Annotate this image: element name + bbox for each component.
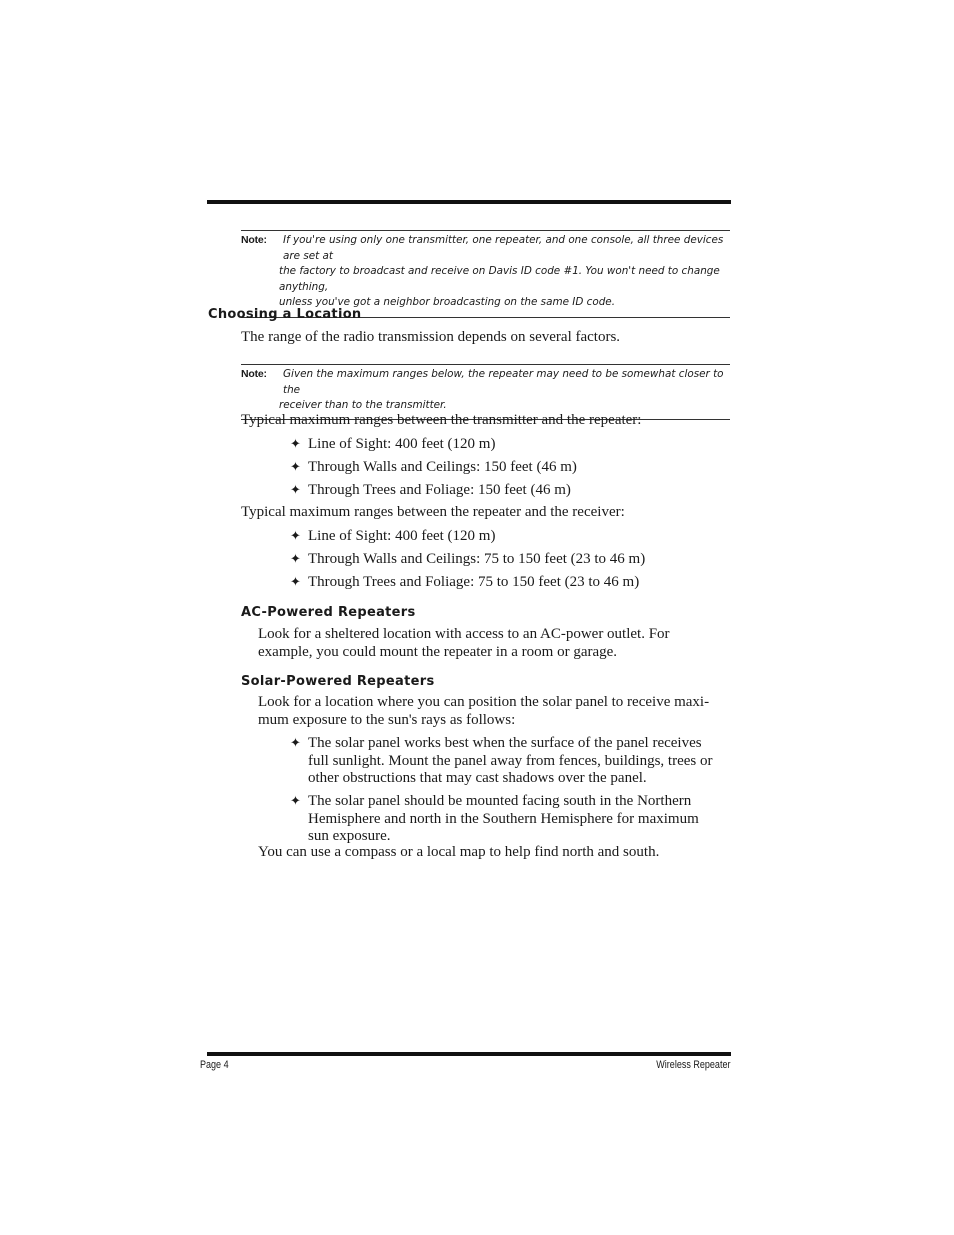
list-item [290,528,495,546]
bullet-icon: ✦ [290,736,301,751]
paragraph: You can use a compass or a local map to help find north and south. [258,844,660,860]
footer-title: Wireless Repeater [655,1059,730,1071]
paragraph-line: example, you could mount the repeater in a room or garage. [258,643,618,660]
paragraph-line: Look for a sheltered location with access to an AC-power outlet. For [258,626,670,642]
bullet-icon: ✦ [290,529,301,544]
note-line: If you're using only one transmitter, one repeater, and one console, all three devices are set at [283,234,724,262]
bullet-icon: ✦ [290,575,301,590]
section-heading: Choosing a Location [208,307,362,322]
list-item [290,551,645,569]
subsection-heading: Solar-Powered Repeaters [241,674,435,689]
list-item [290,793,699,846]
list-item-line: sun exposure. [308,828,391,844]
list-item [290,436,495,454]
list-item-line: other obstructions that may cast shadows over the panel. [308,770,647,786]
paragraph-line: mum exposure to the sun's rays as follows: [258,711,516,728]
bullet-icon: ✦ [290,794,301,809]
paragraph: Typical maximum ranges between the repeater and the receiver: [241,504,625,520]
list-item-text [308,735,713,788]
paragraph [258,694,709,729]
paragraph [258,626,670,661]
note-text [241,367,730,414]
list-item [290,482,571,500]
subsection-heading: AC-Powered Repeaters [241,605,416,620]
page-number: Page 4 [200,1059,229,1071]
note-line: Given the maximum ranges below, the repeater may need to be somewhat closer to the [283,368,724,396]
note-label: Note: [241,368,267,380]
list-item-text: Through Walls and Ceilings: 150 feet (46 m) [308,459,577,475]
list-item-text: Through Trees and Foliage: 150 feet (46 m) [308,482,571,498]
list-item-line: Hemisphere and north in the Southern Hemisphere for maximum [308,810,699,827]
list-item-text: Through Walls and Ceilings: 75 to 150 feet (23 to 46 m) [308,551,646,567]
list-item-text: Line of Sight: 400 feet (120 m) [308,528,496,544]
note-text [241,233,730,311]
paragraph: Typical maximum ranges between the transmitter and the repeater: [241,412,642,428]
bullet-icon: ✦ [290,483,301,498]
bullet-icon: ✦ [290,460,301,475]
footer-rule [207,1052,731,1056]
list-item-line: The solar panel works best when the surface of the panel receives [308,735,702,751]
list-item [290,459,577,477]
note-box [241,230,730,318]
list-item-text: Line of Sight: 400 feet (120 m) [308,436,496,452]
note-line: receiver than to the transmitter. [279,399,447,411]
note-label: Note: [241,234,267,246]
note-line: the factory to broadcast and receive on Davis ID code #1. You won't need to change anything, [279,265,720,293]
paragraph: The range of the radio transmission depends on several factors. [241,329,621,345]
bullet-icon: ✦ [290,552,301,567]
paragraph-line: Look for a location where you can position the solar panel to receive maxi- [258,694,710,710]
bullet-icon: ✦ [290,437,301,452]
header-rule [207,200,731,204]
list-item-line: The solar panel should be mounted facing south in the Northern [308,793,692,809]
list-item-text [308,793,699,846]
list-item-text: Through Trees and Foliage: 75 to 150 feet (23 to 46 m) [308,574,640,590]
list-item [290,735,713,788]
list-item [290,574,639,592]
note-line: unless you've got a neighbor broadcasting on the same ID code. [279,296,616,308]
list-item-line: full sunlight. Mount the panel away from fences, buildings, trees or [308,752,713,769]
